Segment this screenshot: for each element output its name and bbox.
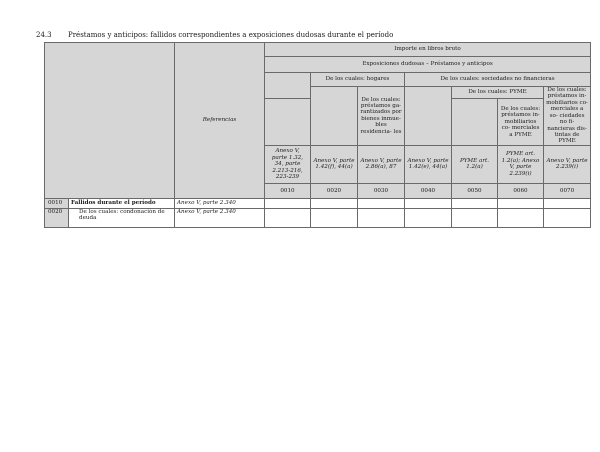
data-cell[interactable] (358, 198, 405, 208)
hogares-header: De los cuales: hogares (311, 73, 405, 87)
data-cell[interactable] (452, 208, 498, 227)
data-cell[interactable] (405, 198, 452, 208)
column-code: 0070 (544, 183, 591, 198)
fallidos-table (44, 42, 591, 228)
data-cell[interactable] (311, 198, 358, 208)
table-row (45, 208, 591, 227)
data-cell[interactable] (544, 198, 591, 208)
corner-header (45, 43, 175, 199)
column-reference: Anexo V, parte 1.42(f), 44(a) (311, 145, 358, 183)
section-heading (36, 31, 393, 39)
referencias-header: Referencias (175, 43, 265, 199)
data-cell[interactable] (358, 208, 405, 227)
column-code: 0040 (405, 183, 452, 198)
section-number: 24.3 (36, 31, 52, 39)
blank-header (452, 99, 498, 146)
row-reference: Anexo V, parte 2.340 (175, 198, 265, 208)
table-row (45, 198, 591, 208)
column-reference: Anexo V, parte 1.32, 34, parte 2.213-216, 223-239 (265, 145, 311, 183)
blank-header (265, 99, 311, 146)
column-reference: Anexo V, parte 2.86(a), 87 (358, 145, 405, 183)
pyme-prestamos-header: De los cuales: préstamos in- mobiliarios co- merciales a PYME (498, 99, 544, 146)
data-cell[interactable] (311, 208, 358, 227)
pyme-header: De los cuales: PYME (452, 87, 544, 99)
column-reference: Anexo V, parte 1.42(e), 44(a) (405, 145, 452, 183)
data-cell[interactable] (498, 208, 544, 227)
snf-prestamos-header: De los cuales: préstamos in- mobiliarios co- merciales a so- ciedades no fi- nancieras dis- tintas de PYME (544, 87, 591, 146)
column-reference: PYME art. 1.2(a); Anexo V, parte 2.239(i) (498, 145, 544, 183)
exposiciones-header: Exposiciones dudosas – Préstamos y anticipos (265, 57, 591, 73)
column-code: 0030 (358, 183, 405, 198)
column-code: 0010 (265, 183, 311, 198)
row-code: 0020 (45, 208, 69, 227)
blank-header (405, 87, 452, 146)
data-cell[interactable] (452, 198, 498, 208)
column-code: 0060 (498, 183, 544, 198)
row-reference: Anexo V, parte 2.340 (175, 208, 265, 227)
data-cell[interactable] (265, 208, 311, 227)
column-code: 0050 (452, 183, 498, 198)
data-cell[interactable] (265, 198, 311, 208)
column-reference: Anexo V, parte 2.239(i) (544, 145, 591, 183)
data-cell[interactable] (498, 198, 544, 208)
column-code: 0020 (311, 183, 358, 198)
blank-header (265, 73, 311, 99)
row-label: Fallidos durante el período (69, 198, 175, 208)
section-title: Préstamos y anticipos: fallidos correspondientes a exposiciones dudosas durante el período (68, 31, 394, 39)
data-cell[interactable] (544, 208, 591, 227)
blank-header (311, 87, 358, 146)
column-reference: PYME art. 1.2(a) (452, 145, 498, 183)
snf-header: De los cuales: sociedades no financieras (405, 73, 591, 87)
data-cell[interactable] (405, 208, 452, 227)
row-code: 0010 (45, 198, 69, 208)
row-label: De los cuales: condonación de deuda (69, 208, 175, 227)
hogares-prestamos-header: De los cuales: préstamos ga- rantizados por bienes inmue- bles residencia- les (358, 87, 405, 146)
importe-header: Importe en libros bruto (265, 43, 591, 57)
